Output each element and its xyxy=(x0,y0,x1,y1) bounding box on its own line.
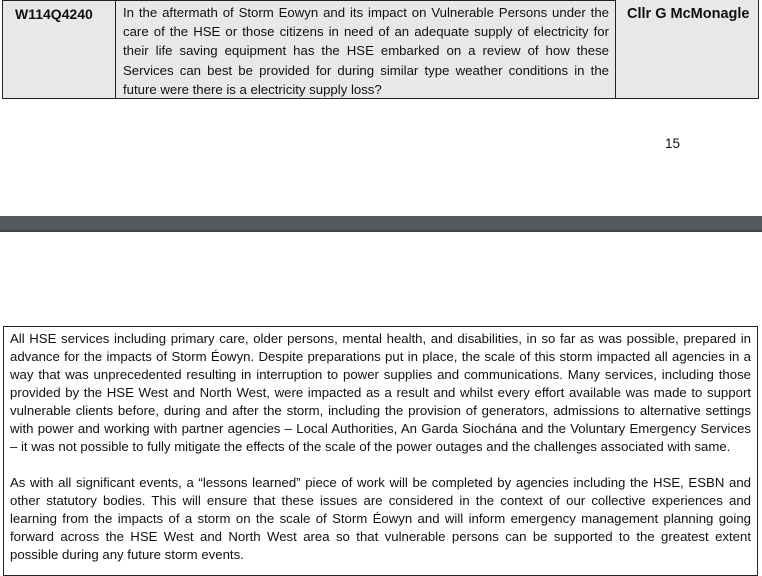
table-top-rule xyxy=(2,0,615,1)
page-number: 15 xyxy=(665,136,681,151)
question-reference: W114Q4240 xyxy=(3,0,116,98)
question-text: In the aftermath of Storm Eowyn and its impact on Vulnerable Persons under the care of the HSE or those citizens in need of an adequate supply of electricity for their life saving equipment has the HSE embarked on a review of how these Services can best be provided for during similar type weather conditions in the future were there is a electricity supply loss? xyxy=(117,0,616,98)
question-table xyxy=(2,0,759,99)
answer-box xyxy=(3,326,758,576)
question-asked-by: Cllr G McMonagle xyxy=(627,6,750,22)
answer-paragraph-1: All HSE services including primary care, older persons, mental health, and disabilities, in so far as was possible, prepared in advance for the impacts of Storm Éowyn. Despite preparations put in place, the scale of this storm impacted all agencies in a way that was unprecedented resulting in interruption to power supplies and communications. Many services, including those provided by the HSE West and North West, were impacted as a result and whilst every effort available was made to support vulnerable clients before, during and after the storm, including the provision of generators, admissions to alternative settings with power and working with partner agencies – Local Authorities, An Garda Siochána and the Voluntary Emergency Services – it was not possible to fully mitigate the effects of the scale of the power outages and the challenges associated with same. xyxy=(10,331,751,454)
page-break-divider xyxy=(0,216,762,232)
answer-paragraph-2: As with all significant events, a “lessons learned” piece of work will be completed by agencies including the HSE, ESBN and other statutory bodies. This will ensure that these issues are considered in the context of our collective experiences and learning from the impacts of a storm on the scale of Storm Éowyn and will inform emergency management planning going forward across the HSE West and North West area so that vulnerable persons can be supported to the greatest extent possible during any future storm events. xyxy=(10,475,751,562)
